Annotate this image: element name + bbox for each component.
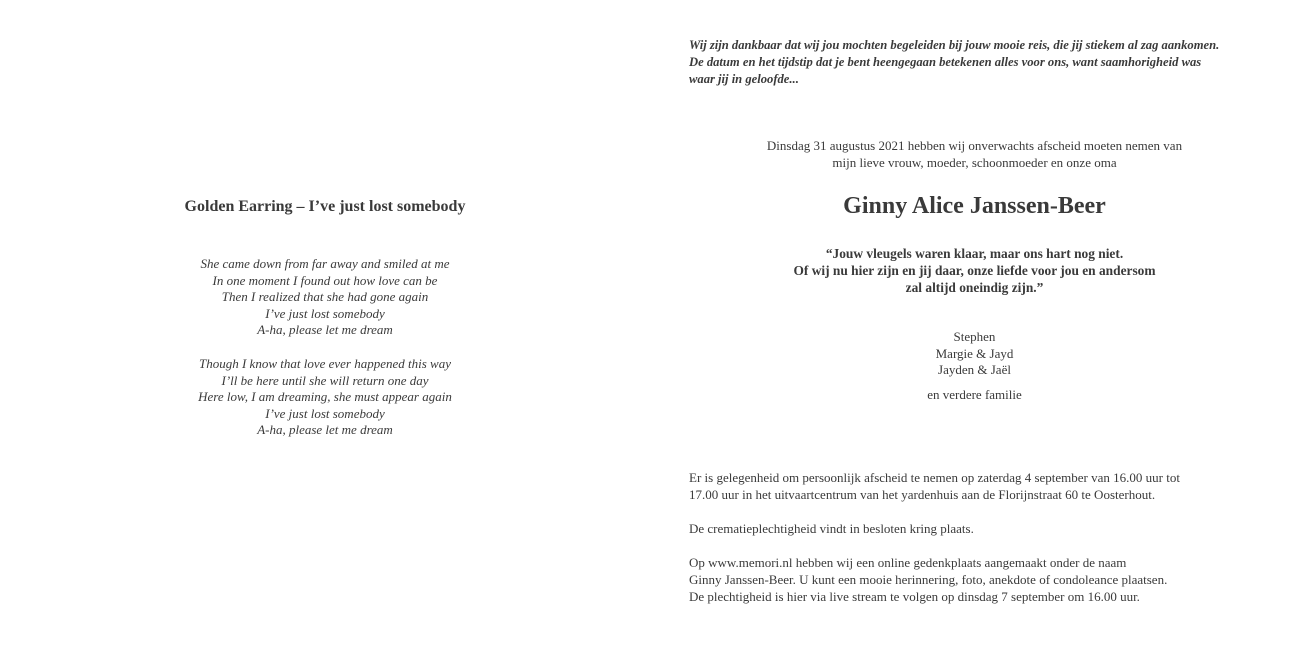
lyric-line: Here low, I am dreaming, she must appear again <box>198 389 452 405</box>
lyric-line: I’ll be here until she will return one day <box>221 372 429 388</box>
right-page <box>650 0 1299 650</box>
lyrics-stanza-2 <box>0 356 650 439</box>
quote-line: Of wij nu hier zijn en jij daar, onze liefde voor jou en andersom <box>793 263 1156 278</box>
cremation-info <box>689 520 1279 537</box>
lyric-line: I’ve just lost somebody <box>265 305 385 321</box>
lyric-line: She came down from far away and smiled at me <box>200 256 450 271</box>
info-line: Op www.memori.nl hebben wij een online gedenkplaats aangemaakt onder de naam <box>689 555 1127 570</box>
intro-line: De datum en het tijdstip dat je bent heengegaan betekenen alles voor ons, want saamhorigheid was <box>689 55 1202 69</box>
lyric-line: In one moment I found out how love can be <box>212 272 438 288</box>
lyrics-stanza-1 <box>0 256 650 339</box>
info-line: 17.00 uur in het uitvaartcentrum van het yardenhuis aan de Florijnstraat 60 te Oosterhout. <box>689 487 1156 502</box>
intro-line: Wij zijn dankbaar dat wij jou mochten begeleiden bij jouw mooie reis, die jij stiekem al zag aankomen. <box>689 38 1220 52</box>
family-member: Margie & Jayd <box>935 345 1014 361</box>
intro-text <box>689 37 1269 88</box>
quote-line: “Jouw vleugels waren klaar, maar ons hart nog niet. <box>825 246 1124 261</box>
farewell-info <box>689 469 1279 503</box>
deceased-name: Ginny Alice Janssen-Beer <box>843 193 1106 219</box>
announcement <box>650 137 1299 171</box>
family-names <box>650 329 1299 379</box>
announcement-line: Dinsdag 31 augustus 2021 hebben wij onverwachts afscheid moeten nemen van <box>766 138 1183 153</box>
song-title: Golden Earring – I’ve just lost somebody <box>184 198 466 215</box>
info-line: De plechtigheid is hier via live stream te volgen op dinsdag 7 september om 16.00 uur. <box>689 589 1140 604</box>
lyric-line: Though I know that love ever happened this way <box>198 356 451 371</box>
lyric-line: I’ve just lost somebody <box>265 405 385 421</box>
memorial-website-info <box>689 554 1279 605</box>
lyric-line: A-ha, please let me dream <box>257 322 393 338</box>
lyric-line: Then I realized that she had gone again <box>221 289 429 305</box>
info-line: Er is gelegenheid om persoonlijk afscheid te nemen op zaterdag 4 september van 16.00 uur tot <box>689 470 1180 485</box>
family-member: Stephen <box>953 329 996 344</box>
further-family: en verdere familie <box>927 387 1022 402</box>
intro-line: waar jij in geloofde... <box>689 72 799 86</box>
info-line: De crematieplechtigheid vindt in besloten kring plaats. <box>689 521 974 536</box>
quote-line: zal altijd oneindig zijn.” <box>905 280 1044 295</box>
lyric-line: A-ha, please let me dream <box>257 422 393 438</box>
info-line: Ginny Janssen-Beer. U kunt een mooie herinnering, foto, anekdote of condoleance plaatsen. <box>689 572 1168 587</box>
announcement-line: mijn lieve vrouw, moeder, schoonmoeder en onze oma <box>832 155 1117 170</box>
family-member: Jayden & Jaël <box>938 362 1011 378</box>
memorial-quote <box>650 245 1299 296</box>
